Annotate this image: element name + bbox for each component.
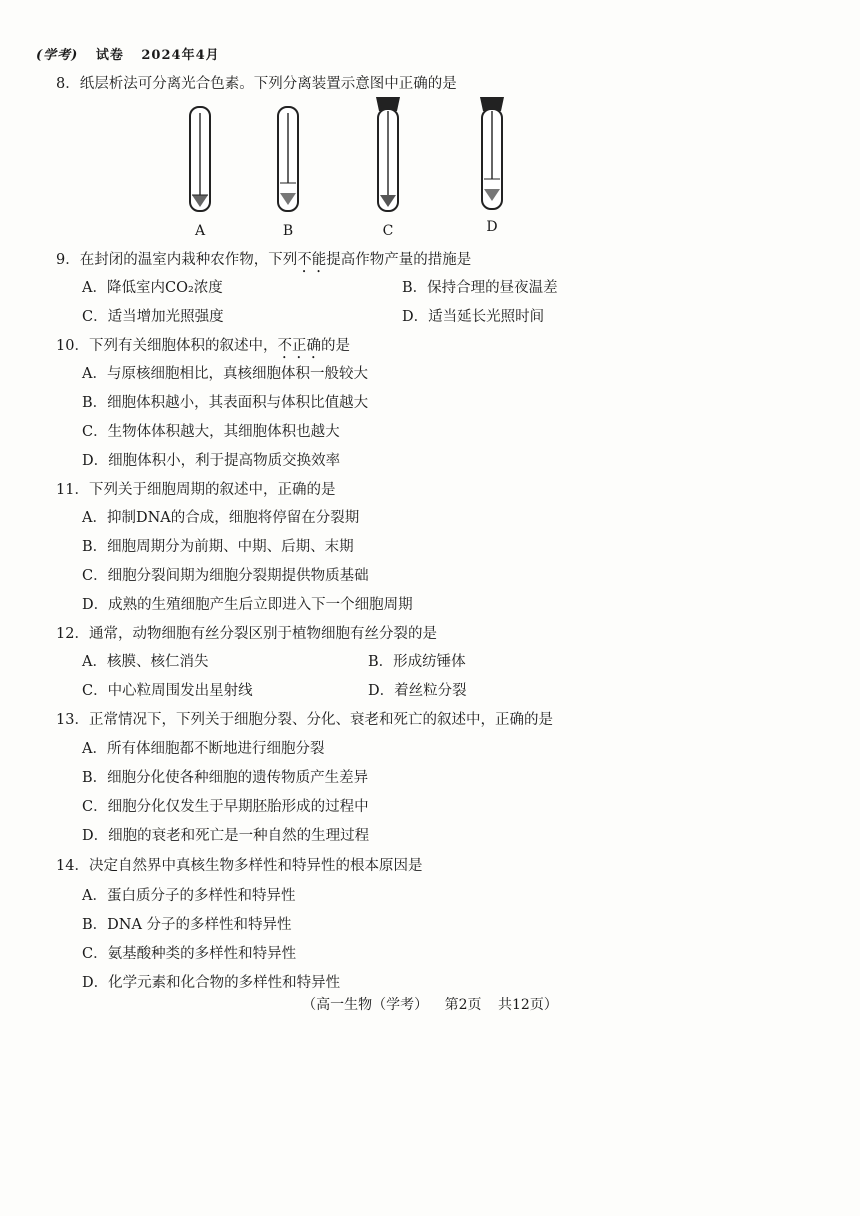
q10-option-c: C．生物体体积越大，其细胞体积也越大 [82, 424, 340, 440]
header-paper: 试卷 [95, 48, 124, 63]
header-date: 2024年4月 [141, 48, 220, 63]
page-header [36, 44, 220, 63]
tube-label-a: A [194, 223, 206, 239]
question-9-stem: 9．在封闭的温室内栽种农作物，下列不能提高作物产量的措施是 [56, 252, 472, 268]
q14-option-c: C．氨基酸种类的多样性和特异性 [82, 946, 297, 962]
q9-option-b: B．保持合理的昼夜温差 [402, 280, 558, 296]
q9-option-a: A．降低室内CO₂浓度 [82, 280, 223, 296]
tube-d-figure [480, 97, 504, 209]
q9-option-c: C．适当增加光照强度 [82, 309, 224, 325]
question-14-stem: 14．决定自然界中真核生物多样性和特异性的根本原因是 [56, 858, 423, 874]
tube-label-d: D [486, 219, 498, 235]
q13-option-b: B．细胞分化使各种细胞的遗传物质产生差异 [82, 770, 369, 786]
q10-option-b: B．细胞体积越小，其表面积与体积比值越大 [82, 395, 369, 411]
q14-option-d: D．化学元素和化合物的多样性和特异性 [82, 975, 341, 991]
emphasis-incorrect: 不正确 [277, 338, 321, 354]
tube-diagram [170, 95, 550, 245]
q12-option-b: B．形成纺锤体 [368, 654, 466, 670]
q13-option-d: D．细胞的衰老和死亡是一种自然的生理过程 [82, 828, 370, 844]
question-11-stem: 11．下列关于细胞周期的叙述中，正确的是 [56, 482, 336, 498]
q13-option-c: C．细胞分化仅发生于早期胚胎形成的过程中 [82, 799, 369, 815]
q13-option-a: A．所有体细胞都不断地进行细胞分裂 [82, 741, 325, 757]
q12-option-c: C．中心粒周围发出星射线 [82, 683, 253, 699]
question-10-stem: 10．下列有关细胞体积的叙述中，不正确的是 [56, 338, 350, 354]
q12-option-a: A．核膜、核仁消失 [82, 654, 209, 670]
q10-option-d: D．细胞体积小，利于提高物质交换效率 [82, 453, 341, 469]
question-8-stem: 8．纸层析法可分离光合色素。下列分离装置示意图中正确的是 [56, 76, 457, 92]
question-13-stem: 13．正常情况下，下列关于细胞分裂、分化、衰老和死亡的叙述中，正确的是 [56, 712, 553, 728]
tube-b-figure [278, 107, 298, 211]
footer-page-number: 第2页 [444, 997, 482, 1013]
tube-a-figure [190, 107, 210, 211]
q10-option-a: A．与原核细胞相比，真核细胞体积一般较大 [82, 366, 368, 382]
tube-label-b: B [282, 223, 294, 239]
q11-option-a: A．抑制DNA的合成，细胞将停留在分裂期 [82, 510, 360, 526]
q11-option-c: C．细胞分裂间期为细胞分裂期提供物质基础 [82, 568, 369, 584]
header-tag: (学考) [36, 48, 79, 63]
q11-option-b: B．细胞周期分为前期、中期、后期、末期 [82, 539, 354, 555]
tube-c-figure [376, 97, 400, 211]
q12-option-d: D．着丝粒分裂 [368, 683, 467, 699]
q9-option-d: D．适当延长光照时间 [402, 309, 545, 325]
page-footer [0, 994, 860, 1014]
q14-option-b: B．DNA 分子的多样性和特异性 [82, 917, 292, 933]
q14-option-a: A．蛋白质分子的多样性和特异性 [82, 888, 296, 904]
tube-label-c: C [382, 223, 394, 239]
question-12-stem: 12．通常，动物细胞有丝分裂区别于植物细胞有丝分裂的是 [56, 626, 437, 642]
emphasis-not: 不能 [297, 252, 327, 268]
footer-subject: （高一生物（学考） [302, 997, 429, 1013]
q11-option-d: D．成熟的生殖细胞产生后立即进入下一个细胞周期 [82, 597, 413, 613]
footer-total-pages: 共12页） [498, 997, 558, 1013]
